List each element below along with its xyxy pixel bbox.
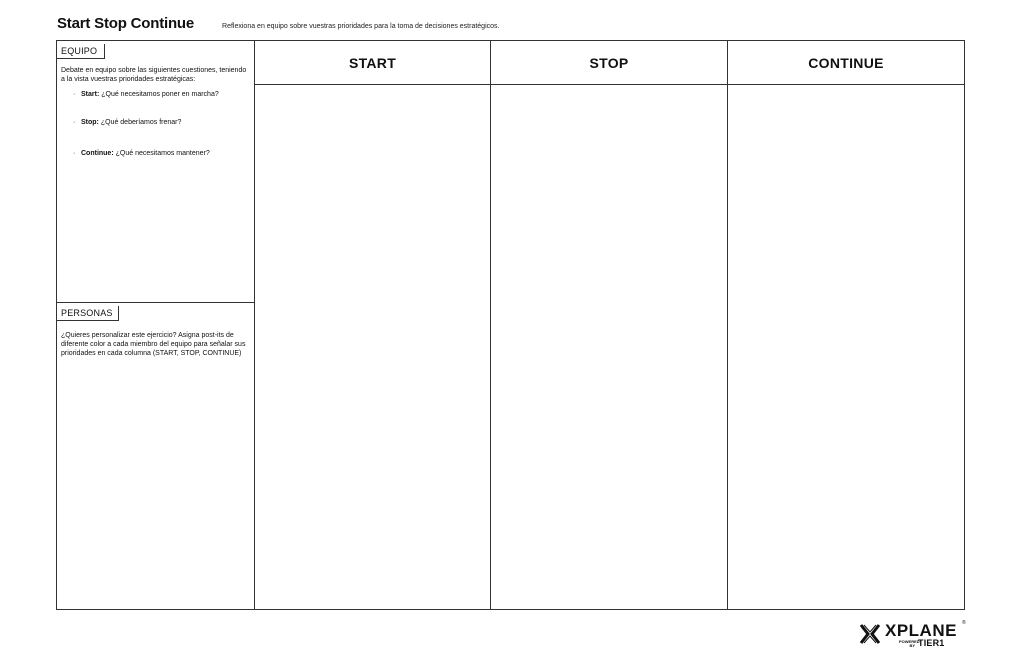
question-label: Stop:: [81, 119, 99, 126]
question-text: ¿Qué necesitamos mantener?: [113, 150, 210, 157]
personas-text: ¿Quieres personalizar este ejercicio? Asigna post-its de diferente color a cada miembro del equipo para señalar sus prioridades en cada columna (START, STOP, CONTINUE): [61, 332, 246, 357]
column-continue-body[interactable]: [728, 85, 964, 609]
column-start-body[interactable]: [255, 85, 490, 609]
column-stop-body[interactable]: [491, 85, 727, 609]
powered-by-label: POWERED BY: [899, 639, 920, 648]
column-stop-header: STOP: [491, 41, 727, 85]
bullet-icon: ·: [73, 119, 76, 126]
question-label: Continue:: [81, 150, 114, 157]
equipo-tag: EQUIPO: [57, 44, 105, 59]
personas-tag: PERSONAS: [57, 306, 119, 321]
question-text: ¿Qué necesitamos poner en marcha?: [99, 91, 219, 98]
header: [57, 15, 499, 32]
registered-mark: ®: [962, 620, 966, 626]
page-subtitle: Reflexiona en equipo sobre vuestras prioridades para la toma de decisiones estratégicos.: [222, 23, 500, 30]
question-item-continue: [73, 149, 254, 158]
question-label: Start:: [81, 91, 100, 98]
column-stop: [491, 41, 728, 609]
partner-wordmark: TIER1: [918, 638, 945, 648]
equipo-intro: Debate en equipo sobre las siguientes cuestiones, teniendo a la vista vuestras prioridades estratégicas:: [61, 67, 247, 83]
column-start: [255, 41, 491, 609]
xplane-x-icon: [858, 622, 882, 646]
left-panel: [57, 41, 255, 609]
board: [56, 40, 965, 610]
question-text: ¿Qué deberíamos frenar?: [98, 119, 182, 126]
personas-section: [57, 303, 254, 609]
bullet-icon: ·: [73, 150, 76, 157]
question-item-start: [73, 90, 254, 99]
xplane-logo: [858, 620, 968, 652]
equipo-question-list: [57, 90, 254, 158]
bullet-icon: ·: [73, 91, 76, 98]
column-continue-header: CONTINUE: [728, 41, 964, 85]
columns: [255, 41, 964, 609]
logo-wordmark: XPLANE: [885, 621, 957, 640]
equipo-section: [57, 41, 254, 303]
page-title: Start Stop Continue: [57, 15, 195, 32]
column-start-header: START: [255, 41, 490, 85]
question-item-stop: [73, 118, 254, 127]
column-continue: [728, 41, 964, 609]
